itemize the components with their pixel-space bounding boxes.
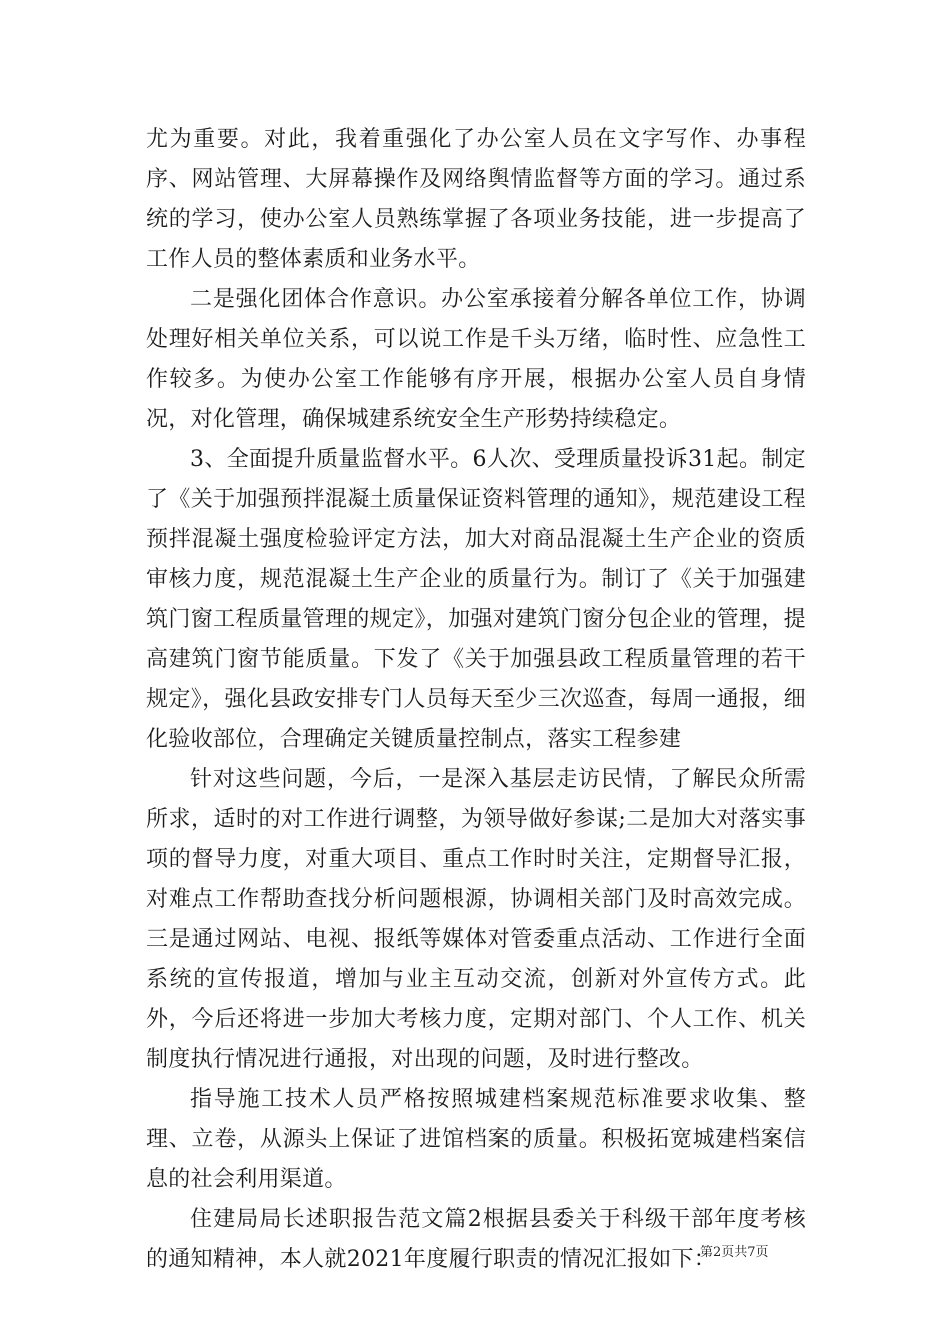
paragraph-5: 指导施工技术人员严格按照城建档案规范标准要求收集、整理、立卷，从源头上保证了进馆档案的质量。积极拓宽城建档案信息的社会利用渠道。 [146,1087,806,1192]
paragraph-2: 二是强化团体合作意识。办公室承接着分解各单位工作，协调处理好相关单位关系，可以说工作是千头万绪，临时性、应急性工作较多。为使办公室工作能够有序开展，根据办公室人员自身情况，对化管理，确保城建系统安全生产形势持续稳定。 [146,287,806,432]
paragraph-3: 3、全面提升质量监督水平。6人次、受理质量投诉31起。制定了《关于加强预拌混凝土质量保证资料管理的通知》，规范建设工程预拌混凝土强度检验评定方法，加大对商品混凝土生产企业的资质审核力度，规范混凝土生产企业的质量行为。制订了《关于加强建筑门窗工程质量管理的规定》，加强对建筑门窗分包企业的管理，提高建筑门窗节能质量。下发了《关于加强县政工程质量管理的若干规定》，强化县政安排专门人员每天至少三次巡查，每周一通报，细化验收部位，合理确定关键质量控制点，落实工程参建 [146,447,806,752]
document-body [146,120,806,1280]
paragraph-6: 住建局局长述职报告范文篇2根据县委关于科级干部年度考核的通知精神，本人就2021年度履行职责的情况汇报如下： [146,1207,806,1272]
page-number: 第2页共7页 [700,1245,769,1260]
paragraph-1: 尤为重要。对此，我着重强化了办公室人员在文字写作、办事程序、网站管理、大屏幕操作及网络舆情监督等方面的学习。通过系统的学习，使办公室人员熟练掌握了各项业务技能，进一步提高了工作人员的整体素质和业务水平。 [146,127,806,272]
paragraph-4: 针对这些问题，今后，一是深入基层走访民情，了解民众所需所求，适时的对工作进行调整，为领导做好参谋;二是加大对落实事项的督导力度，对重大项目、重点工作时时关注，定期督导汇报，对难点工作帮助查找分析问题根源，协调相关部门及时高效完成。三是通过网站、电视、报纸等媒体对管委重点活动、工作进行全面系统的宣传报道，增加与业主互动交流，创新对外宣传方式。此外，今后还将进一步加大考核力度，定期对部门、个人工作、机关制度执行情况进行通报，对出现的问题，及时进行整改。 [146,767,806,1072]
